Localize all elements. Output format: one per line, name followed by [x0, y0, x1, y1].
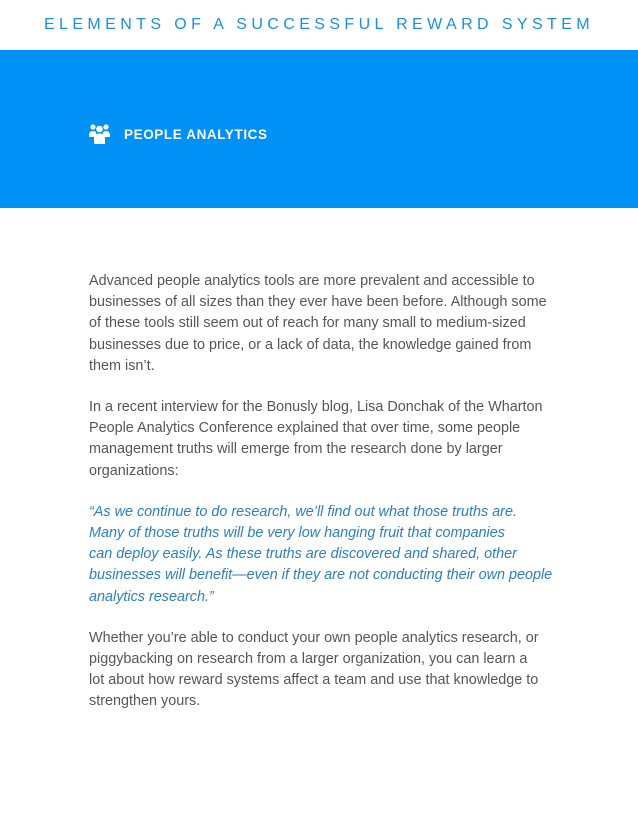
text-line: strengthen yours.	[89, 693, 201, 710]
section-heading	[89, 123, 268, 145]
people-group-icon	[89, 123, 110, 145]
quote-line: analytics research.”	[89, 588, 214, 605]
text-line: organizations:	[89, 462, 179, 479]
article-body	[89, 271, 559, 733]
text-line: Advanced people analytics tools are more prevalent and accessible to	[89, 273, 535, 289]
text-line: In a recent interview for the Bonusly blog, Lisa Donchak of the Wharton	[89, 399, 543, 416]
text-line: Whether you’re able to conduct your own people analytics research, or	[89, 629, 539, 646]
quote-line: businesses will benefit—even if they are not conducting their own people	[89, 567, 553, 584]
paragraph-interview	[89, 397, 559, 482]
paragraph-conclusion	[89, 628, 559, 713]
page-title: ELEMENTS OF A SUCCESSFUL REWARD SYSTEM	[43, 16, 595, 33]
text-line: piggybacking on research from a larger organization, you can learn a	[89, 651, 528, 668]
text-line: management truths will emerge from the research done by larger	[89, 441, 503, 458]
quote-line: can deploy easily. As these truths are discovered and shared, other	[89, 546, 517, 563]
quote-line: Many of those truths will be very low hanging fruit that companies	[89, 525, 505, 542]
text-line: of these tools still seem out of reach for many small to medium-sized	[89, 315, 526, 332]
text-line: lot about how reward systems affect a team and use that knowledge to	[89, 672, 539, 689]
text-line: businesses of all sizes than they ever have been before. Although some	[89, 294, 547, 311]
section-title: PEOPLE ANALYTICS	[124, 126, 268, 142]
pull-quote	[89, 502, 559, 608]
text-line: businesses due to price, or a lack of data, the knowledge gained from	[89, 336, 532, 353]
quote-line: “As we continue to do research, we’ll find out what those truths are.	[89, 503, 517, 520]
paragraph-intro	[89, 271, 559, 377]
text-line: People Analytics Conference explained that over time, some people	[89, 420, 521, 437]
text-line: them isn’t.	[89, 357, 155, 374]
page-header	[0, 0, 638, 50]
